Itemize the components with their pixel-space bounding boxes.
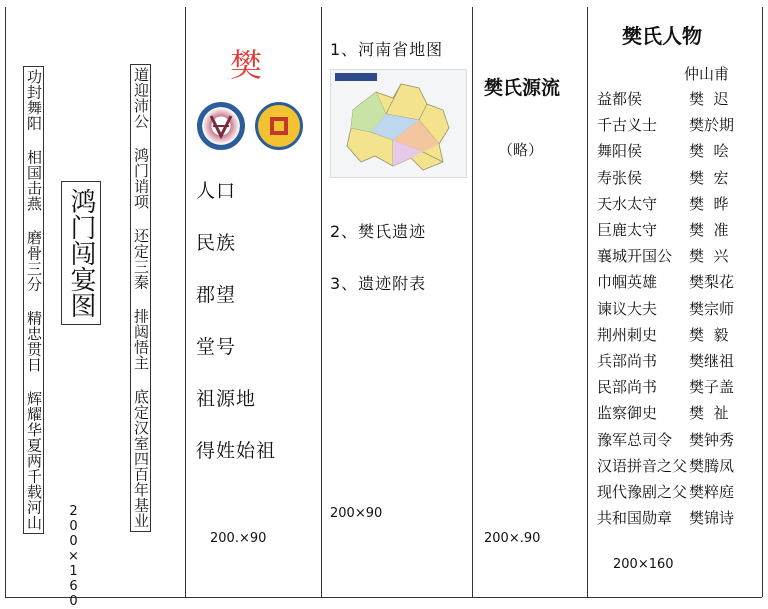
item-ancestral-origin: 祖源地	[196, 388, 257, 410]
figure-title: 千古义士	[597, 116, 658, 135]
couplet-right: 道迎沛公 鸿门诮项 还定三秦 排闼悟主 底定汉室四百年基业	[130, 64, 151, 532]
panel5-dimension: 200×160	[613, 557, 674, 572]
divider-1	[185, 7, 186, 597]
figure-zhongshanfu: 仲山甫	[684, 65, 730, 83]
figure-row	[597, 402, 729, 423]
divider-4	[587, 7, 588, 597]
relics-heading: 2、樊氏遗迹	[330, 222, 427, 241]
item-first-ancestor: 得姓始祖	[196, 440, 277, 462]
figure-row	[597, 350, 734, 371]
figure-title: 天水太守	[597, 194, 658, 213]
figure-title: 荆州刺史	[597, 325, 658, 344]
figure-row	[597, 507, 734, 528]
figure-name: 樊子盖	[689, 378, 735, 397]
figure-row	[597, 271, 734, 292]
figure-title: 巾帼英雄	[597, 273, 658, 292]
figure-name: 樊锦诗	[689, 509, 735, 528]
figure-title: 监察御史	[597, 404, 658, 423]
figure-row	[597, 114, 734, 135]
figure-title: 益都侯	[597, 90, 643, 108]
origin-note: （略）	[498, 141, 544, 159]
figure-title: 汉语拼音之父	[597, 456, 688, 475]
panel4-dimension: 200×.90	[484, 531, 541, 546]
figure-title: 舞阳侯	[597, 142, 643, 161]
figure-row	[597, 88, 729, 109]
figure-title: 寿张侯	[597, 168, 643, 187]
figure-name: 樊腾凤	[689, 456, 735, 475]
gold-seal-emblem-icon	[255, 102, 303, 150]
figure-row	[597, 481, 734, 502]
figure-name: 樊继祖	[689, 352, 735, 370]
figure-name: 樊 准	[689, 221, 729, 239]
outer-left-border	[5, 7, 6, 597]
figure-name: 樊 迟	[689, 90, 729, 108]
clan-emblem-icon	[197, 102, 245, 150]
figure-name: 樊 宏	[689, 168, 729, 187]
figure-name: 樊钟秀	[689, 430, 735, 449]
henan-map-image	[330, 69, 467, 178]
figure-row	[597, 167, 729, 188]
figure-row	[597, 376, 734, 397]
figure-title: 谏议大夫	[597, 299, 658, 318]
figure-row	[597, 193, 729, 214]
item-hall-name: 堂号	[196, 336, 237, 358]
map-heading: 1、河南省地图	[330, 40, 444, 59]
figure-name: 樊梨花	[689, 273, 735, 292]
figure-row	[597, 298, 734, 319]
figure-row	[597, 245, 729, 266]
divider-2	[321, 7, 322, 597]
figure-title: 豫军总司令	[597, 430, 673, 449]
item-population: 人口	[196, 180, 237, 202]
surname-character: 樊	[230, 46, 263, 84]
figure-title: 民部尚书	[597, 378, 658, 397]
figure-name: 樊宗师	[689, 299, 735, 318]
figure-name: 樊 兴	[689, 247, 729, 266]
figure-title: 兵部尚书	[597, 352, 658, 370]
figure-row	[597, 324, 729, 345]
figure-name: 樊粹庭	[689, 483, 735, 501]
figure-name: 樊 毅	[689, 325, 729, 344]
bottom-border	[5, 597, 762, 598]
figure-name: 樊 哙	[689, 142, 729, 161]
relics-table-heading: 3、遗迹附表	[330, 274, 427, 293]
panel3-dimension: 200×90	[330, 506, 383, 521]
figure-title: 现代豫剧之父	[597, 483, 688, 501]
figure-row	[597, 219, 729, 240]
couplet-left: 功封舞阳 相国击燕 磨骨三分 精忠贯日 辉耀华夏两千载河山	[23, 66, 44, 534]
outer-right-border	[762, 7, 763, 597]
item-ethnicity: 民族	[196, 232, 237, 254]
painting-title: 鸿门闯宴图	[61, 181, 101, 325]
figure-title: 巨鹿太守	[597, 221, 658, 239]
origin-title: 樊氏源流	[484, 77, 561, 99]
figure-name: 樊於期	[689, 116, 735, 135]
figure-name: 樊 晔	[689, 194, 729, 213]
divider-3	[472, 7, 473, 597]
figure-row	[597, 140, 729, 161]
figure-row	[597, 429, 734, 450]
item-commandery: 郡望	[196, 284, 237, 306]
figure-title: 襄城开国公	[597, 247, 673, 266]
figure-row	[597, 455, 734, 476]
figures-title: 樊氏人物	[622, 24, 702, 48]
panel2-dimension: 200.×90	[210, 531, 267, 546]
panel1-dimension: 200×160	[66, 504, 81, 609]
figure-title: 共和国勋章	[597, 509, 673, 528]
figure-name: 樊 祉	[689, 404, 729, 423]
